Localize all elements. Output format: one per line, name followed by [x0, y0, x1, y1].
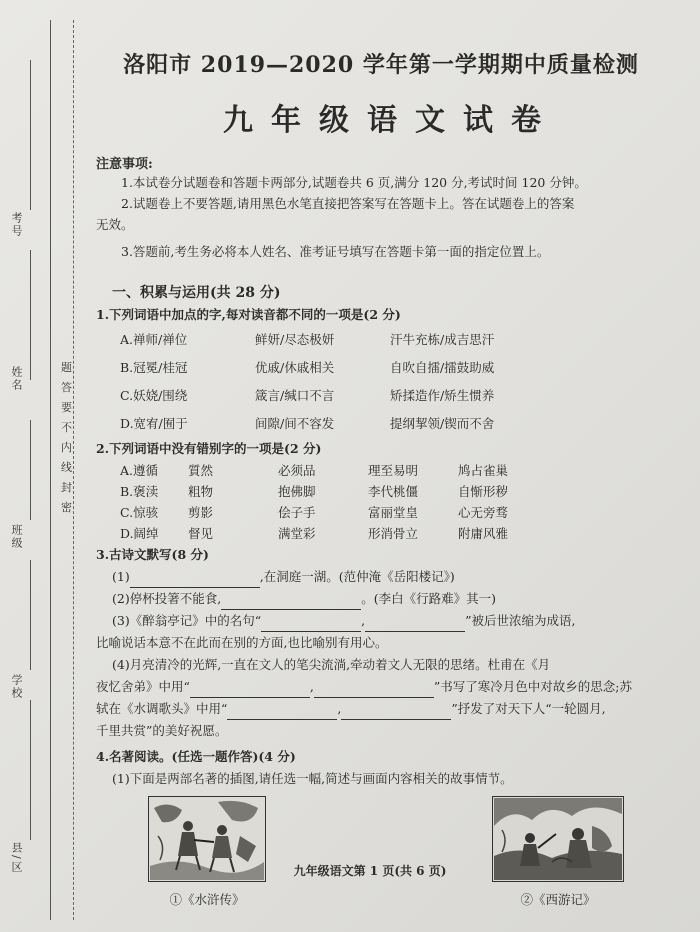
q2-option-row: [96, 502, 666, 523]
question-1-stem: 1.下列词语中加点的字,每对读音都不同的一项是(2 分): [96, 307, 401, 322]
label-kaohao: 考号: [10, 212, 23, 238]
answer-blank[interactable]: [221, 595, 361, 610]
fill-text: 轼在《水调歌头》中用“: [96, 701, 228, 716]
option-cell: C.妖娆/围绕: [120, 388, 188, 403]
exam-content: [96, 48, 666, 908]
answer-blank[interactable]: [314, 683, 434, 698]
question-3-stem: 3.古诗文默写(8 分): [96, 547, 209, 562]
answer-blank[interactable]: [341, 705, 451, 720]
seal-char: 要: [61, 401, 72, 414]
label-class: 班级: [10, 524, 23, 550]
illustrations: [96, 796, 666, 908]
blank-line-class: [30, 420, 31, 520]
option-cell: 汗牛充栋/成吉思汗: [390, 332, 495, 347]
question-2-stem: 2.下列词语中没有错别字的一项是(2 分): [96, 441, 322, 456]
blank-line-kaohao: [30, 60, 31, 210]
q3-line-4: (4)月亮清冷的光辉,一直在文人的笔尖流淌,牵动着文人无限的思绪。杜甫在《月: [112, 657, 551, 672]
notes-heading: 注意事项:: [96, 157, 153, 172]
option-cell: D.宽宥/囿于: [120, 416, 188, 431]
option-cell: 李代桃僵: [368, 484, 419, 499]
answer-blank[interactable]: [365, 617, 465, 632]
option-cell: 理至易明: [368, 463, 419, 478]
q3-line-3b: 比喻说话本意不在此而在别的方面,也比喻别有用心。: [96, 635, 388, 650]
option-cell: A.禅师/禅位: [120, 332, 188, 347]
option-cell: 箴言/缄口不言: [255, 388, 335, 403]
option-cell: 矫揉造作/矫生惯养: [390, 388, 495, 403]
answer-blank[interactable]: [190, 683, 310, 698]
option-cell: 形消骨立: [368, 526, 419, 541]
q1-option-row: [96, 354, 666, 382]
q2-option-row: [96, 460, 666, 481]
label-name: 姓名: [10, 366, 23, 392]
answer-blank[interactable]: [130, 573, 260, 588]
figure-shuihu: [148, 796, 266, 908]
option-cell: 必须品: [278, 463, 316, 478]
q3-line-4b: [96, 676, 666, 698]
option-cell: A.遵循: [120, 463, 159, 478]
answer-blank[interactable]: [227, 705, 337, 720]
option-cell: D.阔绰: [120, 526, 159, 541]
figure-xiyou: [492, 796, 624, 908]
seal-char: 封: [61, 481, 72, 494]
fill-text: ,: [337, 701, 342, 716]
seal-char: 答: [61, 381, 72, 394]
q1-option-row: [96, 410, 666, 438]
fill-text: 。(李白《行路难》其一): [361, 591, 496, 606]
option-cell: 自惭形秽: [458, 484, 509, 499]
q3-line-4c: [96, 698, 666, 720]
label-school: 学校: [10, 674, 23, 700]
fill-text: (1): [112, 569, 130, 584]
blank-line-district: [30, 700, 31, 840]
fill-text: ”被后世浓缩为成语,: [465, 613, 576, 628]
option-cell: 心无旁骛: [458, 505, 509, 520]
seal-char: 不: [61, 421, 72, 434]
binding-strip: [0, 0, 70, 932]
binding-line: [50, 20, 51, 920]
option-cell: 满堂彩: [278, 526, 316, 541]
seal-warning: [61, 362, 72, 514]
blank-line-school: [30, 560, 31, 670]
option-cell: B.褒渎: [120, 484, 159, 499]
fill-text: ,: [309, 679, 314, 694]
option-cell: 鸠占雀巢: [458, 463, 509, 478]
q3-line-3: [96, 610, 666, 632]
option-cell: B.冠冕/桂冠: [120, 360, 188, 375]
option-cell: 粗物: [188, 484, 214, 499]
option-cell: 抱佛脚: [278, 484, 316, 499]
caption-xiyou: ②《西游记》: [520, 892, 596, 907]
note-item: 1.本试卷分试题卷和答题卡两部分,试题卷共 6 页,满分 120 分,考试时间 120 分钟。: [121, 175, 587, 190]
caption-shuihu: ①《水浒传》: [169, 892, 245, 907]
option-cell: 督见: [188, 526, 214, 541]
fill-text: (2)停杯投箸不能食,: [112, 591, 222, 606]
seal-char: 密: [61, 501, 72, 514]
q3-line-2: [96, 588, 666, 610]
note-item: 2.试题卷上不要答题,请用黑色水笔直接把答案写在答题卡上。答在试题卷上的答案: [121, 196, 575, 211]
q3-line-1: [96, 566, 666, 588]
option-cell: 提纲挈领/锲而不舍: [390, 416, 495, 431]
option-cell: 自吹自擂/擂鼓助威: [390, 360, 495, 375]
fill-text: 夜忆舍弟》中用“: [96, 679, 190, 694]
answer-blank[interactable]: [261, 617, 361, 632]
q4-sub-1: (1)下面是两部名著的插图,请任选一幅,简述与画面内容相关的故事情节。: [112, 771, 513, 786]
label-district: 县/区: [10, 842, 23, 874]
option-cell: 优戚/休戚相关: [255, 360, 335, 375]
q2-option-row: [96, 523, 666, 544]
section-title: 一、积累与运用(共 28 分): [112, 285, 281, 301]
fill-text: ”抒发了对天下人“一轮圆月,: [451, 701, 606, 716]
option-cell: 鲜妍/尽态极妍: [255, 332, 335, 347]
seal-char: 内: [61, 441, 72, 454]
exam-subtitle: 九年级语文试卷: [223, 103, 559, 138]
option-cell: C.惊骇: [120, 505, 159, 520]
option-cell: 富丽堂皇: [368, 505, 419, 520]
q2-option-row: [96, 481, 666, 502]
seal-char: 题: [61, 361, 72, 374]
question-4-stem: 4.名著阅读。(任选一题作答)(4 分): [96, 749, 296, 764]
option-cell: 質然: [188, 463, 214, 478]
fill-text: (3)《醉翁亭记》中的名句“: [112, 613, 262, 628]
q3-line-4d: 千里共赏”的美好祝愿。: [96, 723, 228, 738]
seal-char: 线: [61, 461, 72, 474]
option-cell: 剪影: [188, 505, 214, 520]
option-cell: 附庸风雅: [458, 526, 509, 541]
fill-text: ,在洞庭一湖。(范仲淹《岳阳楼记》): [259, 569, 455, 584]
q1-option-row: [96, 326, 666, 354]
q1-option-row: [96, 382, 666, 410]
option-cell: 间隙/间不容发: [255, 416, 335, 431]
binding-dash-line: [73, 20, 74, 920]
blank-line-name: [30, 250, 31, 380]
fill-text: ,: [361, 613, 366, 628]
page-footer: 九年级语文第 1 页(共 6 页): [293, 864, 447, 878]
option-cell: 侩子手: [278, 505, 316, 520]
note-item: 无效。: [96, 217, 134, 232]
fill-text: ”书写了寒冷月色中对故乡的思念;苏: [433, 679, 632, 694]
note-item: 3.答题前,考生务必将本人姓名、准考证号填写在答题卡第一面的指定位置上。: [121, 244, 550, 259]
exam-title: 洛阳市 2019—2020 学年第一学期期中质量检测: [123, 52, 639, 78]
